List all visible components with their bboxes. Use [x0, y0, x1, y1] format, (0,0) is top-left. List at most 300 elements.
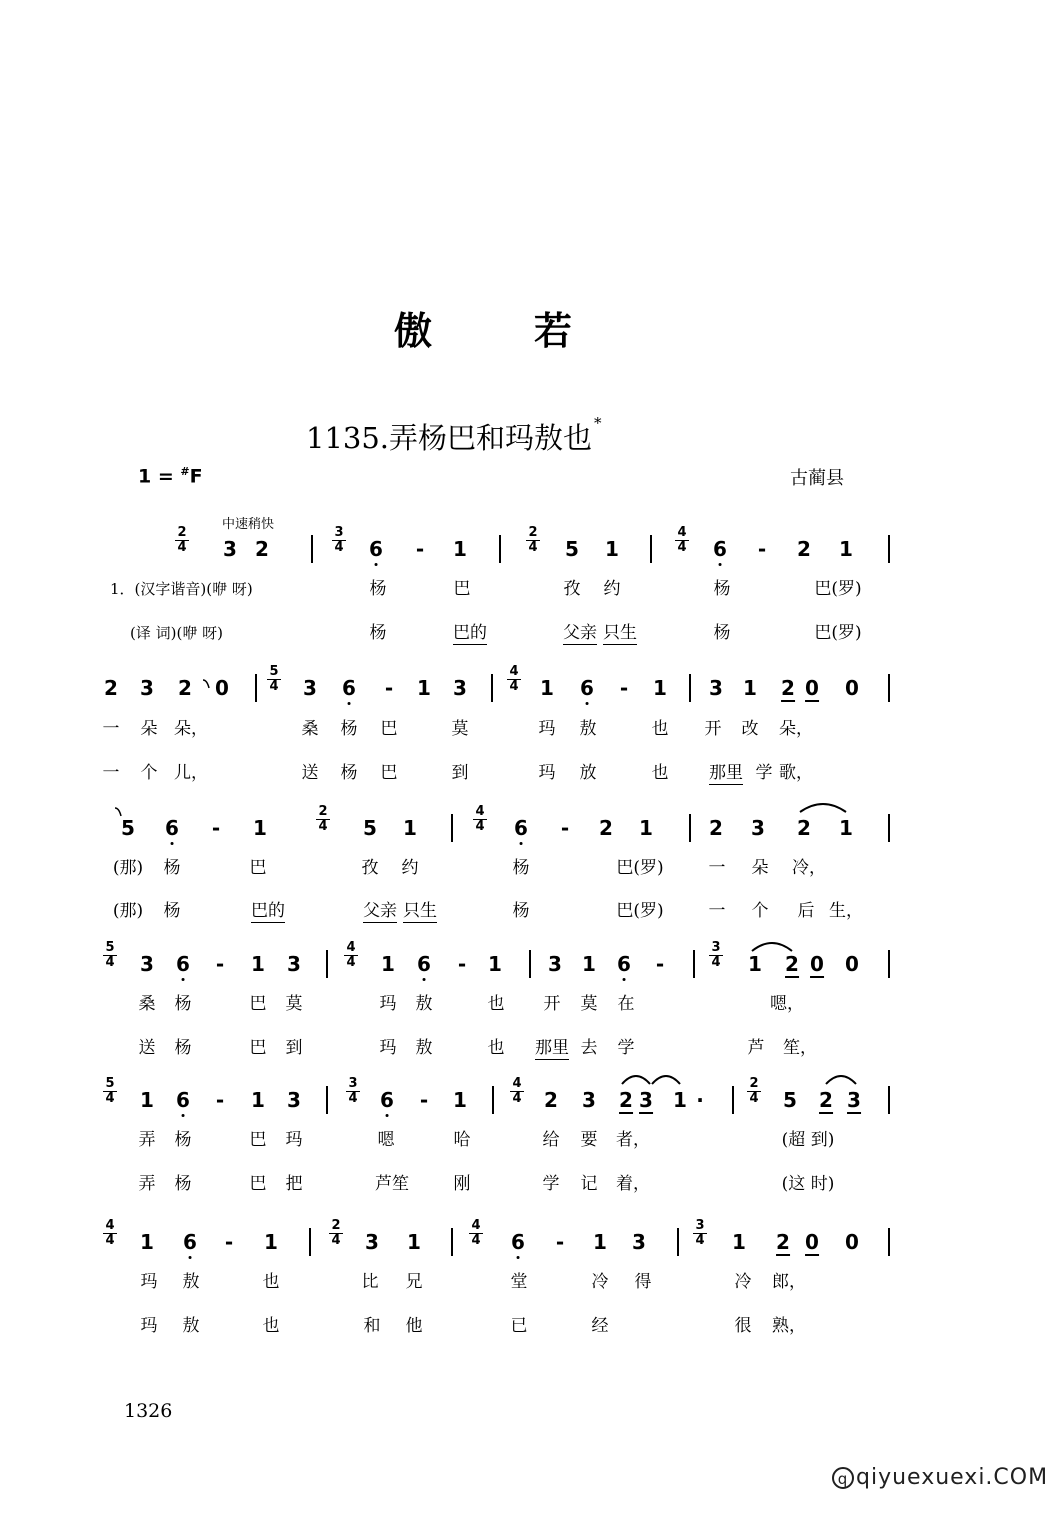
- barline: [451, 814, 453, 842]
- lyric-syllable: 他: [405, 1316, 423, 1336]
- lyric-syllable: 歌，: [779, 763, 813, 783]
- note: 3: [548, 952, 562, 976]
- note: 1: [140, 1230, 154, 1254]
- lyric-syllable: 巴: [380, 719, 398, 739]
- lyric-syllable: 个: [751, 901, 769, 921]
- note: 2: [255, 537, 269, 561]
- lyric-syllable: 笙，: [783, 1038, 817, 1058]
- time-signature-numerator: 4: [469, 1219, 483, 1234]
- lyric-syllable: 冷: [734, 1272, 752, 1292]
- lyric-syllable: 杨: [369, 623, 387, 643]
- note: 3: [751, 816, 765, 840]
- lyric-syllable: (这 时): [781, 1174, 835, 1194]
- time-signature: [469, 1219, 483, 1247]
- lyric-syllable: 放: [579, 763, 597, 783]
- note: 5: [121, 816, 135, 840]
- time-signature-numerator: 2: [175, 526, 189, 541]
- barline: [499, 535, 501, 563]
- note: 0: [805, 1230, 819, 1254]
- lyric-syllable: 经: [591, 1316, 609, 1336]
- barline: [888, 1086, 890, 1114]
- lyric-syllable: 父亲: [363, 901, 397, 921]
- lyric-syllable: 只生: [403, 901, 437, 921]
- slur-arc: [826, 1076, 856, 1084]
- time-signature: [507, 665, 521, 693]
- lyric-syllable: 巴: [249, 1130, 267, 1150]
- note: -: [215, 1088, 225, 1112]
- note: 3: [287, 1088, 301, 1112]
- note: -: [757, 537, 767, 561]
- note: 1: [488, 952, 502, 976]
- time-signature-numerator: 3: [693, 1219, 707, 1234]
- note: 0: [215, 676, 229, 700]
- barline: [650, 535, 652, 563]
- key-letter: F: [189, 465, 203, 488]
- time-signature: [316, 805, 330, 833]
- lyric-syllable: 孜: [361, 858, 379, 878]
- watermark: [832, 1465, 1048, 1490]
- note: 6: [380, 1088, 394, 1112]
- note: 1: [417, 676, 431, 700]
- note: -: [655, 952, 665, 976]
- time-signature-denominator: 4: [105, 1091, 115, 1106]
- lyric-syllable: 朵: [751, 858, 769, 878]
- time-signature-numerator: 4: [510, 1077, 524, 1092]
- time-signature: [332, 526, 346, 554]
- lyric-syllable: 嗯，: [770, 994, 804, 1014]
- lyric-syllable: 一: [102, 719, 120, 739]
- note: 1: [582, 952, 596, 976]
- time-signature-numerator: 4: [103, 1219, 117, 1234]
- time-signature-denominator: 4: [318, 819, 328, 834]
- time-signature-numerator: 2: [747, 1077, 761, 1092]
- lyric-syllable: 巴(罗): [616, 858, 664, 878]
- lyric-syllable: 玛: [379, 1038, 397, 1058]
- lyric-syllable: 杨: [340, 763, 358, 783]
- lyric-syllable: 敖: [415, 994, 433, 1014]
- barline: [693, 950, 695, 978]
- note: 1: [653, 676, 667, 700]
- time-signature: [510, 1077, 524, 1105]
- note: 1: [403, 816, 417, 840]
- song-title: [306, 416, 602, 457]
- note: 1: [253, 816, 267, 840]
- lyric-syllable: 玛: [538, 763, 556, 783]
- slur-arc: [652, 1076, 680, 1084]
- note: 3: [140, 676, 154, 700]
- lyric-syllable: 杨: [512, 858, 530, 878]
- lyric-syllable: (译 词)(咿 呀): [130, 624, 223, 642]
- lyric-syllable: 杨: [163, 858, 181, 878]
- time-signature-denominator: 4: [471, 1233, 481, 1248]
- note: 5: [565, 537, 579, 561]
- time-signature-numerator: 3: [346, 1077, 360, 1092]
- note: 1: [251, 1088, 265, 1112]
- lyric-syllable: 一: [708, 858, 726, 878]
- time-signature-denominator: 4: [677, 540, 687, 555]
- lyric-syllable: 玛: [140, 1272, 158, 1292]
- lyric-syllable: (超 到): [781, 1130, 835, 1150]
- barline: [326, 950, 328, 978]
- lyric-syllable: 开: [704, 719, 722, 739]
- note: 6: [713, 537, 727, 561]
- lyric-syllable: 到: [285, 1038, 303, 1058]
- time-signature-denominator: 4: [348, 1091, 358, 1106]
- lyric-syllable: 得: [634, 1272, 652, 1292]
- time-signature-denominator: 4: [269, 679, 279, 694]
- note: 6: [165, 816, 179, 840]
- section-title: 傲若: [394, 308, 675, 353]
- lyric-syllable: 杨: [174, 1174, 192, 1194]
- time-signature: [473, 805, 487, 833]
- lyric-syllable: 学: [542, 1174, 560, 1194]
- note: 1: [743, 676, 757, 700]
- note: 3: [639, 1088, 653, 1112]
- note: -: [560, 816, 570, 840]
- barline: [529, 950, 531, 978]
- lyric-syllable: 熟，: [772, 1316, 806, 1336]
- lyric-syllable: (那): [112, 858, 144, 878]
- lyric-syllable: 杨: [713, 623, 731, 643]
- lyric-syllable: 约: [603, 579, 621, 599]
- lyric-syllable: 冷: [591, 1272, 609, 1292]
- page-number: 1326: [124, 1400, 173, 1422]
- note: 6: [342, 676, 356, 700]
- lyric-syllable: 学: [755, 763, 773, 783]
- note: 1: [453, 1088, 467, 1112]
- lyric-syllable: 杨: [174, 994, 192, 1014]
- note: 3: [365, 1230, 379, 1254]
- lyric-syllable: (那): [112, 901, 144, 921]
- lyric-syllable: 后: [797, 901, 815, 921]
- time-signature: [346, 1077, 360, 1105]
- time-signature-denominator: 4: [512, 1091, 522, 1106]
- lyric-syllable: 杨: [174, 1130, 192, 1150]
- barline: [451, 1228, 453, 1256]
- lyric-syllable: 芦笙: [375, 1174, 409, 1194]
- lyric-syllable: 杨: [512, 901, 530, 921]
- note: 1: [251, 952, 265, 976]
- time-signature-denominator: 4: [749, 1091, 759, 1106]
- barline: [888, 814, 890, 842]
- note: 2: [104, 676, 118, 700]
- lyric-syllable: 朵: [140, 719, 158, 739]
- slur-arc: [800, 804, 846, 812]
- slur-arc: [622, 1076, 650, 1084]
- lyric-syllable: 儿，: [174, 763, 208, 783]
- lyric-syllable: 巴: [380, 763, 398, 783]
- lyric-syllable: 孜: [563, 579, 581, 599]
- lyric-syllable: 到: [451, 763, 469, 783]
- lyric-syllable: 要: [580, 1130, 598, 1150]
- lyric-syllable: 也: [262, 1272, 280, 1292]
- note: 1: [639, 816, 653, 840]
- time-signature: [675, 526, 689, 554]
- lyric-syllable: 桑: [301, 719, 319, 739]
- barline: [677, 1228, 679, 1256]
- lyric-syllable: 也: [262, 1316, 280, 1336]
- time-signature: [693, 1219, 707, 1247]
- note: -: [384, 676, 394, 700]
- lyric-syllable: 巴: [249, 994, 267, 1014]
- lyric-syllable: 巴的: [453, 623, 487, 643]
- barline: [888, 535, 890, 563]
- time-signature-denominator: 4: [334, 540, 344, 555]
- note: 1: [839, 537, 853, 561]
- note: 6: [183, 1230, 197, 1254]
- note: 3: [847, 1088, 861, 1112]
- note: -: [619, 676, 629, 700]
- slur-arc: [752, 943, 792, 951]
- lyric-syllable: 朵，: [779, 719, 813, 739]
- key-signature: [138, 465, 203, 487]
- lyric-syllable: 敖: [182, 1272, 200, 1292]
- time-signature-denominator: 4: [105, 955, 115, 970]
- barline: [888, 674, 890, 702]
- note: 1: [540, 676, 554, 700]
- time-signature-denominator: 4: [711, 955, 721, 970]
- note: -: [419, 1088, 429, 1112]
- note: 5: [783, 1088, 797, 1112]
- time-signature-denominator: 4: [695, 1233, 705, 1248]
- note: -: [211, 816, 221, 840]
- time-signature-denominator: 4: [177, 540, 187, 555]
- breath-mark: [203, 680, 209, 688]
- lyric-syllable: 玛: [538, 719, 556, 739]
- lyric-syllable: 者，: [616, 1130, 650, 1150]
- lyric-syllable: 把: [285, 1174, 303, 1194]
- watermark-logo-icon: q: [832, 1467, 854, 1489]
- time-signature: [329, 1219, 343, 1247]
- lyric-syllable: 比: [361, 1272, 379, 1292]
- time-signature: [709, 941, 723, 969]
- note: 3: [287, 952, 301, 976]
- note: 2: [797, 816, 811, 840]
- barline: [689, 674, 691, 702]
- note: 0: [845, 952, 859, 976]
- lyric-syllable: 敖: [415, 1038, 433, 1058]
- note: 6: [617, 952, 631, 976]
- lyric-syllable: 弄: [138, 1174, 156, 1194]
- note: 1: [264, 1230, 278, 1254]
- lyric-syllable: 巴: [249, 1174, 267, 1194]
- barline: [491, 674, 493, 702]
- lyric-syllable: 去: [580, 1038, 598, 1058]
- note: ·: [696, 1088, 704, 1112]
- lyric-syllable: 送: [138, 1038, 156, 1058]
- region-label: 古蔺县: [790, 468, 844, 489]
- note: -: [224, 1230, 234, 1254]
- note: 6: [580, 676, 594, 700]
- time-signature: [175, 526, 189, 554]
- time-signature: [526, 526, 540, 554]
- note: 2: [709, 816, 723, 840]
- note: 3: [582, 1088, 596, 1112]
- time-signature-numerator: 4: [675, 526, 689, 541]
- note: 1: [748, 952, 762, 976]
- note: 2: [619, 1088, 633, 1112]
- lyric-syllable: 开: [543, 994, 561, 1014]
- note: 0: [845, 1230, 859, 1254]
- time-signature-numerator: 2: [316, 805, 330, 820]
- lyric-syllable: 一: [102, 763, 120, 783]
- footnote-mark: *: [594, 414, 602, 432]
- barline: [255, 674, 257, 702]
- lyric-syllable: 着，: [616, 1174, 650, 1194]
- barline: [326, 1086, 328, 1114]
- grace-mark: [115, 808, 121, 816]
- time-signature: [103, 941, 117, 969]
- lyric-syllable: 已: [510, 1316, 528, 1336]
- note: 0: [810, 952, 824, 976]
- note: 1: [593, 1230, 607, 1254]
- note: 3: [632, 1230, 646, 1254]
- lyric-syllable: 约: [401, 858, 419, 878]
- barline: [689, 814, 691, 842]
- lyric-syllable: 堂: [510, 1272, 528, 1292]
- barline: [492, 1086, 494, 1114]
- lyric-syllable: 学: [617, 1038, 635, 1058]
- note: 1: [381, 952, 395, 976]
- lyric-syllable: 玛: [285, 1130, 303, 1150]
- lyric-syllable: 敖: [579, 719, 597, 739]
- note: 2: [599, 816, 613, 840]
- lyric-syllable: 哈: [453, 1130, 471, 1150]
- note: 3: [453, 676, 467, 700]
- note: 2: [544, 1088, 558, 1112]
- lyric-syllable: 杨: [174, 1038, 192, 1058]
- lyric-syllable: 巴(罗): [814, 623, 862, 643]
- time-signature-denominator: 4: [346, 955, 356, 970]
- barline: [732, 1086, 734, 1114]
- note: 5: [363, 816, 377, 840]
- note: 2: [178, 676, 192, 700]
- time-signature: [747, 1077, 761, 1105]
- lyric-syllable: 冷，: [792, 858, 826, 878]
- lyric-syllable: 玛: [379, 994, 397, 1014]
- time-signature: [344, 941, 358, 969]
- note: 0: [805, 676, 819, 700]
- time-signature: [267, 665, 281, 693]
- lyric-syllable: 也: [651, 719, 669, 739]
- lyric-syllable: 弄: [138, 1130, 156, 1150]
- lyric-syllable: 巴的: [251, 901, 285, 921]
- note: 6: [514, 816, 528, 840]
- lyric-syllable: 个: [140, 763, 158, 783]
- lyric-syllable: 兄: [405, 1272, 423, 1292]
- note: 3: [140, 952, 154, 976]
- barline: [309, 1228, 311, 1256]
- lyric-syllable: 郎，: [772, 1272, 806, 1292]
- key-prefix: 1 =: [138, 465, 181, 488]
- time-signature-numerator: 3: [709, 941, 723, 956]
- note: 6: [417, 952, 431, 976]
- lyric-syllable: 也: [487, 994, 505, 1014]
- lyric-syllable: 巴: [249, 1038, 267, 1058]
- time-signature-denominator: 4: [105, 1233, 115, 1248]
- lyric-syllable: 玛: [140, 1316, 158, 1336]
- note: 1: [732, 1230, 746, 1254]
- lyric-syllable: 只生: [603, 623, 637, 643]
- time-signature-denominator: 4: [509, 679, 519, 694]
- lyric-syllable: 杨: [340, 719, 358, 739]
- lyric-syllable: 记: [580, 1174, 598, 1194]
- note: -: [555, 1230, 565, 1254]
- lyric-syllable: 那里: [535, 1038, 569, 1058]
- lyric-syllable: 芦: [747, 1038, 765, 1058]
- note: 1: [839, 816, 853, 840]
- barline: [311, 535, 313, 563]
- note: 3: [223, 537, 237, 561]
- note: 6: [176, 1088, 190, 1112]
- lyric-syllable: 杨: [713, 579, 731, 599]
- lyric-syllable: 一: [708, 901, 726, 921]
- time-signature-numerator: 4: [344, 941, 358, 956]
- time-signature-numerator: 4: [507, 665, 521, 680]
- note: 6: [176, 952, 190, 976]
- lyric-syllable: 父亲: [563, 623, 597, 643]
- lyric-syllable: 巴: [453, 579, 471, 599]
- note: 2: [785, 952, 799, 976]
- note: -: [415, 537, 425, 561]
- lyric-syllable: 巴: [249, 858, 267, 878]
- watermark-text: qiyuexuexi.COM: [856, 1465, 1049, 1490]
- tempo-marking: 中速稍快: [222, 517, 275, 532]
- time-signature-numerator: 4: [473, 805, 487, 820]
- time-signature-denominator: 4: [528, 540, 538, 555]
- sharp-sign: #: [180, 465, 190, 478]
- song-title-text: 1135.弄杨巴和玛敖也: [306, 421, 593, 455]
- note: 1: [453, 537, 467, 561]
- note: 1: [407, 1230, 421, 1254]
- time-signature-numerator: 5: [103, 1077, 117, 1092]
- lyric-syllable: 也: [651, 763, 669, 783]
- note: -: [457, 952, 467, 976]
- lyric-syllable: 朵，: [174, 719, 208, 739]
- lyric-syllable: 敖: [182, 1316, 200, 1336]
- lyric-syllable: 巴(罗): [616, 901, 664, 921]
- time-signature: [103, 1219, 117, 1247]
- lyric-syllable: 杨: [369, 579, 387, 599]
- note: 1: [673, 1088, 687, 1112]
- lyric-syllable: 生，: [829, 901, 863, 921]
- lyric-syllable: 莫: [451, 719, 469, 739]
- lyric-syllable: 在: [617, 994, 635, 1014]
- lyric-syllable: 刚: [453, 1174, 471, 1194]
- note: 2: [781, 676, 795, 700]
- note: 3: [303, 676, 317, 700]
- lyric-syllable: 也: [487, 1038, 505, 1058]
- lyric-syllable: 很: [734, 1316, 752, 1336]
- note: 6: [369, 537, 383, 561]
- note: 2: [776, 1230, 790, 1254]
- time-signature-numerator: 3: [332, 526, 346, 541]
- lyric-syllable: 莫: [285, 994, 303, 1014]
- lyric-syllable: 改: [741, 719, 759, 739]
- time-signature: [103, 1077, 117, 1105]
- lyric-syllable: 送: [301, 763, 319, 783]
- lyric-syllable: 杨: [163, 901, 181, 921]
- note: 2: [819, 1088, 833, 1112]
- note: 3: [709, 676, 723, 700]
- note: 6: [511, 1230, 525, 1254]
- time-signature-denominator: 4: [331, 1233, 341, 1248]
- time-signature-denominator: 4: [475, 819, 485, 834]
- barline: [888, 950, 890, 978]
- lyric-syllable: 桑: [138, 994, 156, 1014]
- time-signature-numerator: 2: [526, 526, 540, 541]
- lyric-syllable: 和: [363, 1316, 381, 1336]
